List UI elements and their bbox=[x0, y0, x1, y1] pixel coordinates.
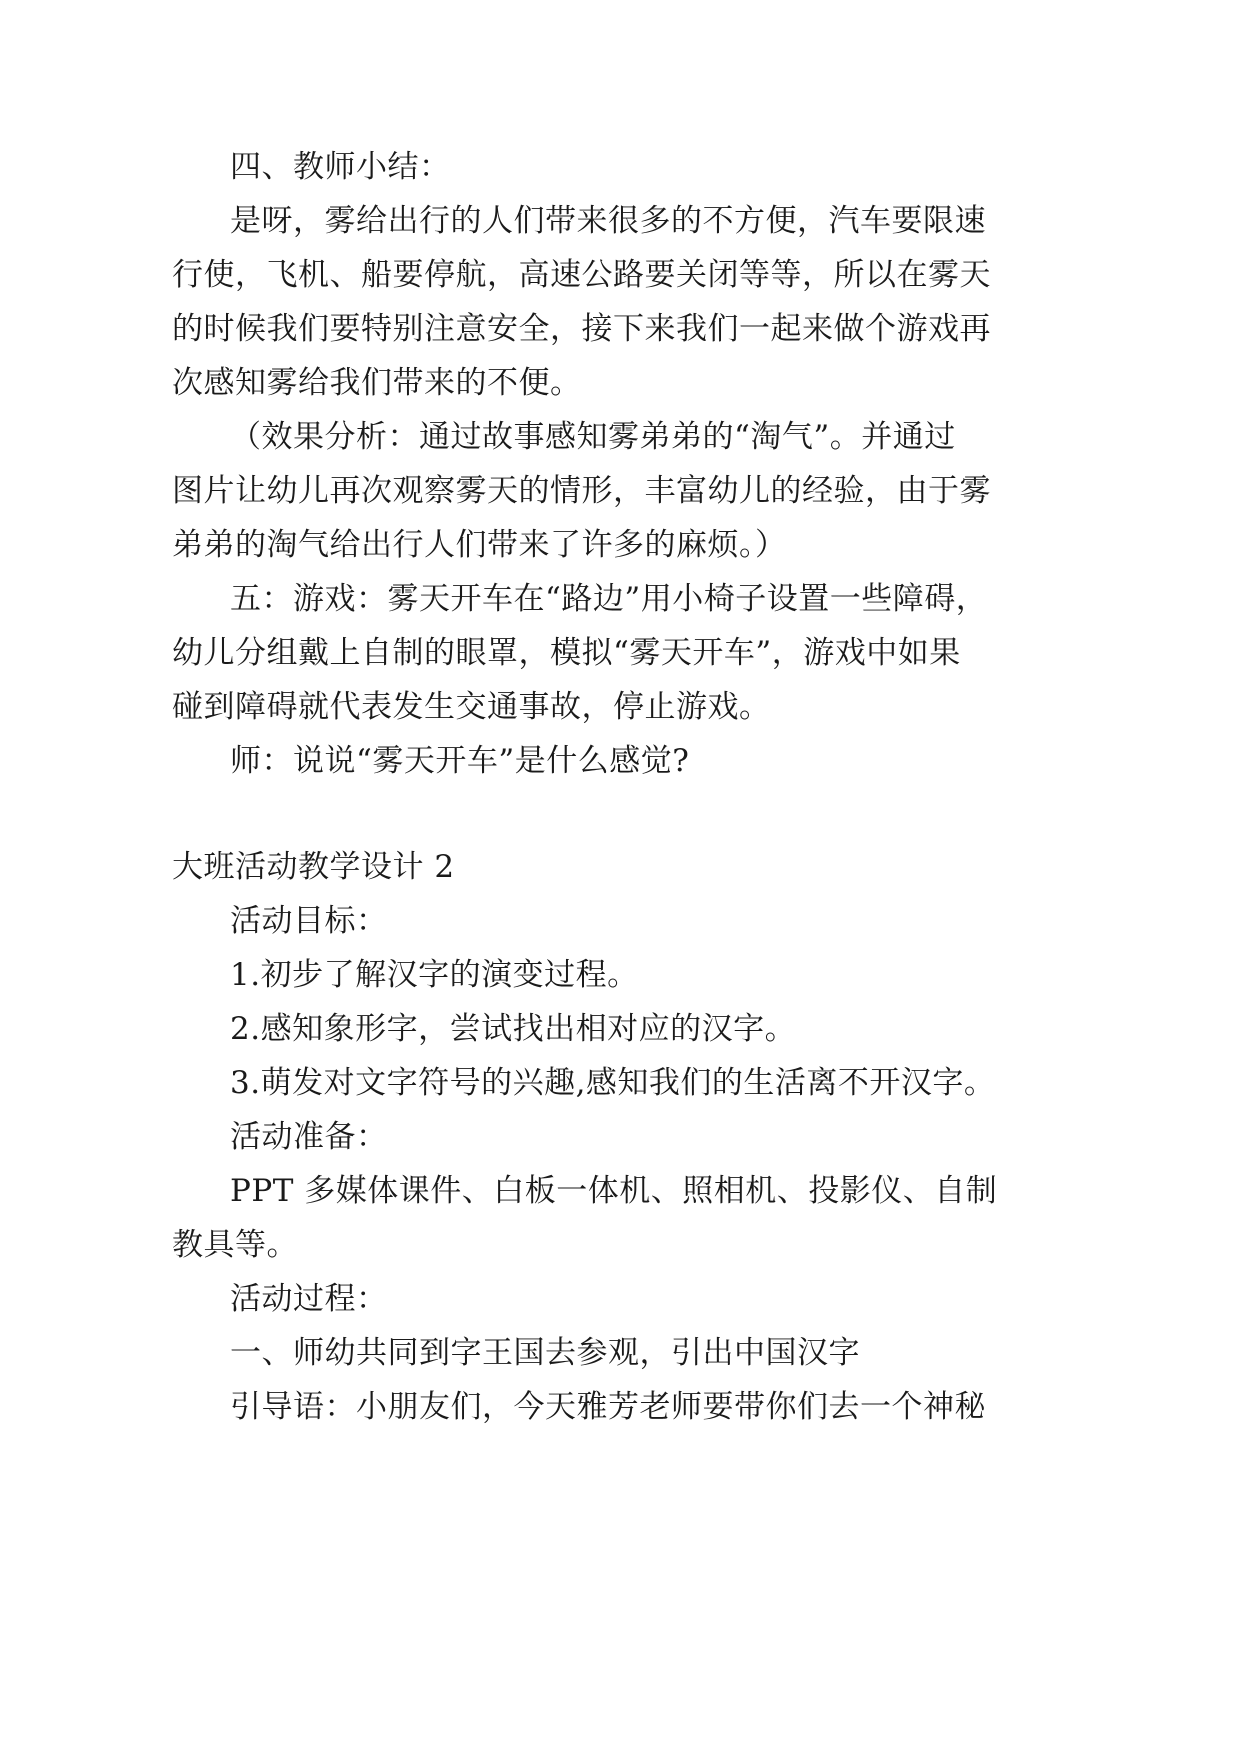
document-page: 四、教师小结： 是呀，雾给出行的人们带来很多的不方便，汽车要限速 行使，飞机、船要停航，高速公路要关闭等等，所以在雾天 的时候我们要特别注意安全，接下来我们一起来做个游戏再 次感知雾给我们带来的不便。 （效果分析：通过故事感知雾弟弟的“淘气”。并通过 图片让幼儿再次观察雾天的情形，丰富幼儿的经验，由于雾 弟弟的淘气给出行人们带来了许多的麻烦。） 五：游戏：雾天开车在“路边”用小椅子设置一些障碍， 幼儿分组戴上自制的眼罩，模拟“雾天开车”，游戏中如果 碰到障碍就代表发生交通事故，停止游戏。 师：说说“雾天开车”是什么感觉? 大班活动教学设计 2 活动目标： 1.初步了解汉字的演变过程。 2.感知象形字，尝试找出相对应的汉字。 3.萌发对文字符号的兴趣,感知我们的生活离不开汉字。 活动准备： PPT 多媒体课件、白板一体机、照相机、投影仪、自制 教具等。 活动过程： 一、师幼共同到字王国去参观，引出中国汉字 引导语：小朋友们，今天雅芳老师要带你们去一个神秘 bbox=[0, 0, 1241, 1754]
